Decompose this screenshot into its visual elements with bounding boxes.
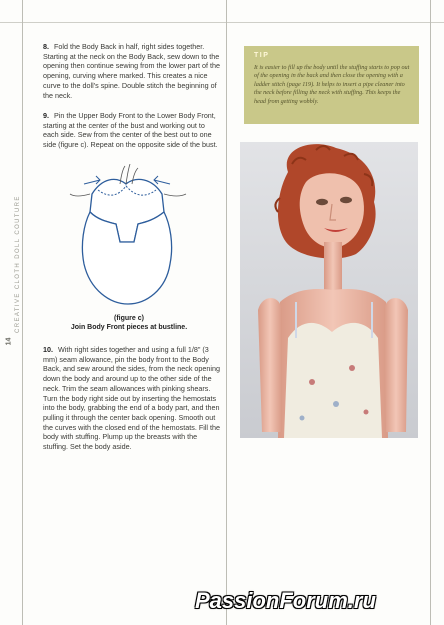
left-margin-rule (22, 0, 23, 625)
figure-caption-text: Join Body Front pieces at bustline. (70, 324, 188, 331)
fabric-flower (300, 416, 305, 421)
neck (324, 242, 342, 292)
right-arrow (154, 176, 170, 184)
fabric-flower (309, 379, 315, 385)
watermark-text: PassionForum.ru (195, 588, 376, 613)
figure-caption (54, 314, 204, 332)
right-eye (340, 197, 352, 203)
spine-label: CREATIVE CLOTH DOLL COUTURE (15, 195, 21, 333)
step-10 (43, 345, 221, 452)
body-front-figure (62, 164, 192, 314)
figure-label: (figure c) (114, 315, 144, 322)
step-8 (43, 42, 221, 100)
page-number: 14 (5, 337, 13, 346)
doll-photo (240, 142, 418, 438)
left-eye (316, 199, 328, 205)
step-number: 8. (43, 42, 49, 51)
top-divider (0, 22, 444, 23)
doll-illustration (240, 142, 418, 438)
fabric-flower (333, 401, 339, 407)
tip-box (244, 46, 419, 124)
step-text: With right sides together and using a full 1/8" (3 mm) seam allowance, pin the body front to the Body Back, and sew around the sides, from the neck opening down the body and around up to the other side of the neck. Trim the seam allowances with pinking shears. Turn the body right side out by inserting the hemostats into the body, grabbing the end of a body part, and then pulling it through the center back opening. Smooth out the curves with the closed end of the hemostats. Fill the body with stuffing. Plump up the breasts with the stuffing. Set the body aside. (43, 345, 220, 452)
column-divider (226, 0, 227, 625)
right-arm (384, 298, 408, 432)
fabric-flower (349, 365, 355, 371)
right-margin-rule (430, 0, 431, 625)
camisole (284, 323, 382, 438)
left-arm (258, 298, 282, 432)
left-arrow (84, 176, 100, 184)
step-number: 9. (43, 111, 49, 120)
step-9 (43, 111, 221, 150)
tip-title: TIP (254, 52, 270, 59)
tip-text: It is easier to fill up the body until the stuffing starts to pop out of the opening in the back and then close the opening with a ladder stitch (page 119). It helps to insert a pipe cleaner into the neck before filling the neck with stuffing. This keeps the head from getting wobbly. (254, 64, 410, 105)
step-text: Pin the Upper Body Front to the Lower Body Front, starting at the center of the bust and working out to each side. Sew from the center of the best out to one side (figure c). Repeat on the opposite side of the bust. (43, 111, 218, 150)
step-number: 10. (43, 345, 53, 354)
step-text: Fold the Body Back in half, right sides together. Starting at the neck on the Body Back, sew down to the opening then continue sewing from the lower part of the opening, curving where marked. This creates a nice curve to the doll's spine. Double stitch the beginning of the neck. (43, 42, 221, 100)
fabric-flower (364, 410, 369, 415)
